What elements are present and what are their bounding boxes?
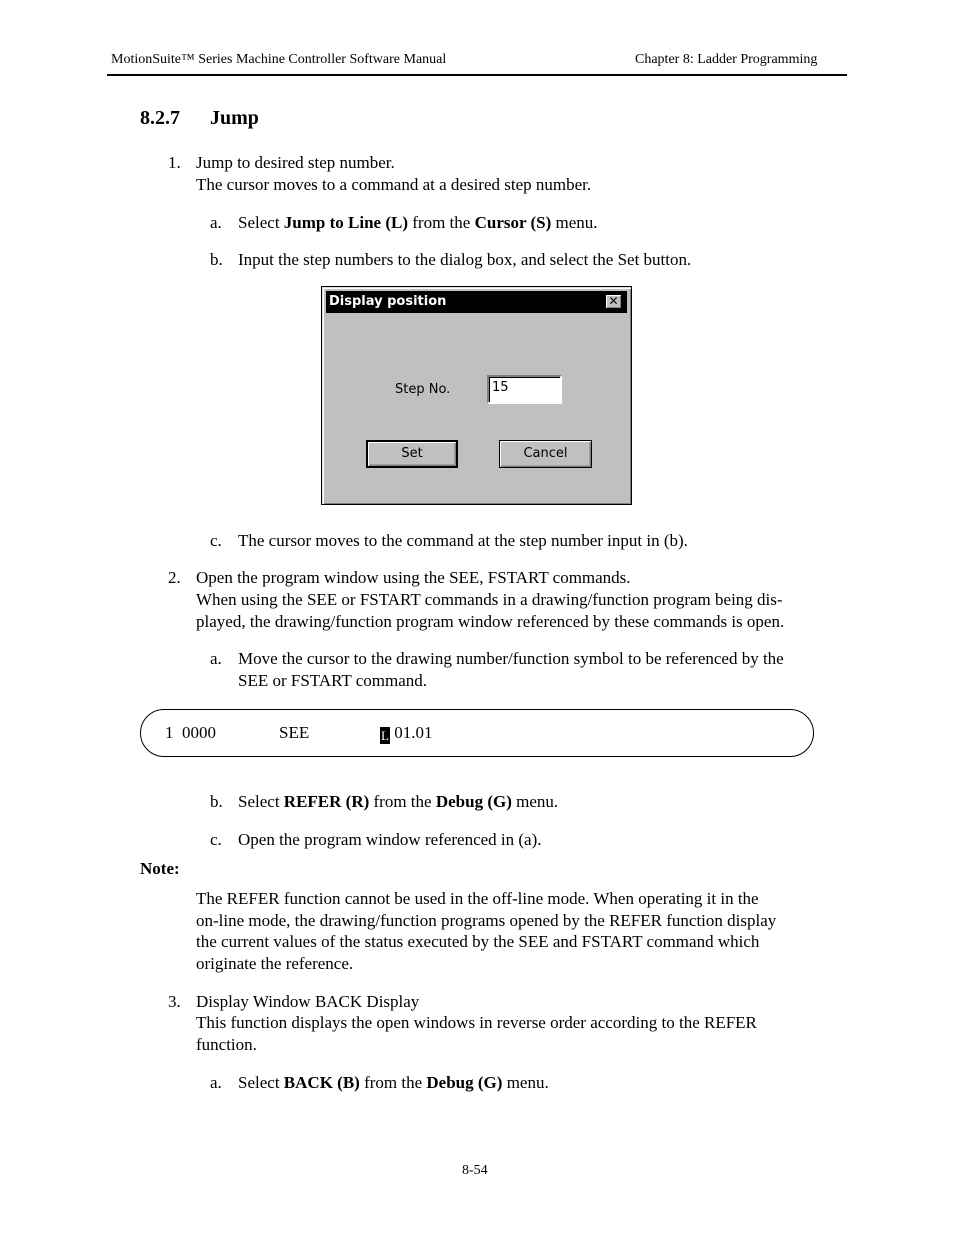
display-position-dialog	[321, 286, 632, 505]
item2b-letter: b.	[210, 792, 223, 811]
item1b-text: Input the step numbers to the dialog box, and select the Set button.	[238, 250, 692, 269]
dialog-title: Display position	[329, 294, 447, 309]
item3-number: 3.	[168, 992, 181, 1011]
item2c-letter: c.	[210, 830, 222, 849]
ladder-step-number: 0000	[182, 723, 216, 742]
cursor-block: L	[381, 728, 389, 743]
header-chapter: Chapter 8: Ladder Programming	[635, 52, 818, 67]
item1a-text: Select Jump to Line (L) from the Cursor (S) menu.	[238, 213, 598, 232]
item2-line2: When using the SEE or FSTART commands in a drawing/function program being dis-	[196, 590, 783, 609]
step-no-input[interactable]: 15	[487, 375, 562, 404]
header-rule	[107, 74, 847, 76]
note-line4: originate the reference.	[196, 954, 354, 973]
item2b-text: Select REFER (R) from the Debug (G) menu.	[238, 792, 559, 811]
item1-line2: The cursor moves to a command at a desired step number.	[196, 175, 592, 194]
item1c-letter: c.	[210, 531, 222, 550]
note-line1: The REFER function cannot be used in the off-line mode. When operating it in the	[196, 889, 759, 908]
close-icon[interactable]: ✕	[605, 294, 622, 309]
note-label: Note:	[140, 859, 180, 878]
page-number: 8-54	[462, 1163, 488, 1178]
item2a-line2: SEE or FSTART command.	[238, 671, 428, 690]
item1b-letter: b.	[210, 250, 223, 269]
ladder-operand: L 01.01	[381, 723, 433, 743]
item3-line2: This function displays the open windows in reverse order according to the REFER	[196, 1013, 757, 1032]
item2c-text: Open the program window referenced in (a).	[238, 830, 542, 849]
note-line3: the current values of the status executed by the SEE and FSTART command which	[196, 932, 760, 951]
item1a-letter: a.	[210, 213, 222, 232]
header-title: MotionSuite™ Series Machine Controller Software Manual	[111, 52, 447, 67]
cancel-button[interactable]: Cancel	[499, 440, 592, 468]
step-no-label: Step No.	[395, 382, 451, 397]
item3a-letter: a.	[210, 1073, 222, 1092]
note-line2: on-line mode, the drawing/function programs opened by the REFER function display	[196, 911, 777, 930]
item2a-letter: a.	[210, 649, 222, 668]
item3-line3: function.	[196, 1035, 257, 1054]
ladder-step-box	[140, 709, 814, 757]
dialog-title-bar	[326, 291, 627, 313]
item1-number: 1.	[168, 153, 181, 172]
item3a-text: Select BACK (B) from the Debug (G) menu.	[238, 1073, 549, 1092]
section-title: Jump	[210, 107, 259, 129]
ladder-command: SEE	[279, 723, 310, 742]
item2-line3: played, the drawing/function program window referenced by these commands is open.	[196, 612, 785, 631]
item3-line1: Display Window BACK Display	[196, 992, 420, 1011]
item1c-text: The cursor moves to the command at the step number input in (b).	[238, 531, 688, 550]
section-number: 8.2.7	[140, 107, 180, 129]
set-button[interactable]: Set	[366, 440, 458, 468]
item2-line1: Open the program window using the SEE, FSTART commands.	[196, 568, 631, 587]
item2a-line1: Move the cursor to the drawing number/function symbol to be referenced by the	[238, 649, 784, 668]
ladder-row-number: 1	[165, 723, 174, 742]
item2-number: 2.	[168, 568, 181, 587]
item1-line1: Jump to desired step number.	[196, 153, 395, 172]
